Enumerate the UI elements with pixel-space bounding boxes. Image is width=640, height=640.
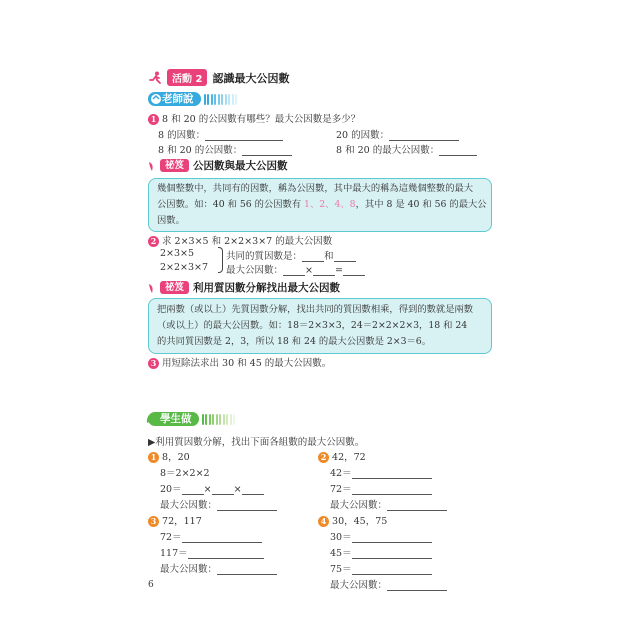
page-number: 6	[148, 580, 154, 590]
student-instruction: ▶利用質因數分解，找出下面各組數的最大公因數。	[148, 437, 365, 448]
method-line1: 把兩數（或以上）先質因數分解，找出共同的質因數相乘，得到的數就是兩數	[157, 304, 474, 315]
p4-line1: 30＝	[330, 529, 432, 543]
q1-label-common: 8 和 20 的公因數：	[158, 145, 243, 156]
definition-line1: 幾個整數中，共同有的因數，稱為公因數，其中最大的稱為這幾個整數的最大	[157, 183, 474, 194]
q1-question	[148, 111, 360, 125]
answer-blank[interactable]	[343, 265, 365, 276]
p2-title: 2 42，72	[318, 449, 366, 463]
p4-number: 4	[318, 516, 329, 527]
answer-blank[interactable]	[182, 484, 204, 495]
answer-blank[interactable]	[242, 484, 264, 495]
p1-line3: 最大公因數：	[160, 497, 277, 511]
q1-line2-left	[158, 142, 292, 156]
student-does-label: 學生做	[148, 412, 199, 426]
q2-gcd-line: 最大公因數： × =	[226, 262, 365, 276]
answer-blank[interactable]	[212, 484, 234, 495]
activity-title: 認識最大公因數	[212, 71, 290, 85]
q1-label-8-factors: 8 的因數：	[158, 130, 206, 141]
q3-number: 3	[148, 358, 159, 369]
answer-blank[interactable]	[283, 265, 305, 276]
q2-number: 2	[148, 236, 159, 247]
p1-line1: 8＝2×2×2	[160, 468, 210, 479]
answer-blank[interactable]	[352, 468, 432, 479]
p4-line2: 45＝	[330, 545, 432, 559]
leaf-icon	[145, 411, 157, 425]
p3-line1: 72＝	[160, 529, 262, 543]
tip2-badge: 祕笈	[160, 281, 189, 294]
answer-blank[interactable]	[217, 564, 277, 575]
q3-question	[148, 355, 331, 369]
definition-line2: 公因數。如：40 和 56 的公因數有 1、2、4、8，其中 8 是 40 和 56 的最大公	[157, 199, 487, 210]
answer-blank[interactable]	[217, 500, 277, 511]
answer-blank[interactable]	[352, 532, 432, 543]
tip2-title: 利用質因數分解找出最大公因數	[193, 282, 341, 294]
green-stripes	[202, 414, 236, 425]
answer-blank[interactable]	[352, 548, 432, 559]
student-does-band	[148, 412, 235, 426]
answer-blank[interactable]	[182, 532, 262, 543]
answer-blank[interactable]	[352, 484, 432, 495]
answer-blank[interactable]	[389, 130, 459, 141]
p4-line3: 75＝	[330, 561, 432, 575]
activity-badge: 活動 2	[167, 69, 207, 86]
q1-label-gcd: 8 和 20 的最大公因數：	[336, 145, 440, 156]
tip1-header	[148, 158, 288, 173]
p2-number: 2	[318, 452, 329, 463]
q1-line1-left	[158, 127, 283, 141]
p1-line2: 20＝ × ×	[160, 481, 264, 495]
p4-title: 4 30，45，75	[318, 513, 387, 527]
answer-blank[interactable]	[387, 580, 447, 591]
blue-stripes	[204, 94, 238, 105]
runner-icon	[148, 71, 162, 85]
q1-line2-right	[336, 142, 477, 156]
p2-line2: 72＝	[330, 481, 432, 495]
answer-blank[interactable]	[387, 500, 447, 511]
activity-header	[148, 69, 289, 86]
q2-expr-a: 2×3×5	[160, 248, 195, 259]
method-box	[148, 298, 492, 354]
q1-label-20-factors: 20 的因數：	[336, 130, 390, 141]
q2-common-line: 共同的質因數是： 和	[226, 248, 356, 262]
answer-blank[interactable]	[302, 251, 324, 262]
answer-blank[interactable]	[313, 265, 335, 276]
tip2-header	[148, 280, 340, 295]
teacher-icon	[150, 93, 162, 105]
method-line2: （或以上）的最大公因數。如：18＝2×3×3，24＝2×2×2×3，18 和 24	[157, 320, 468, 331]
answer-blank[interactable]	[188, 548, 264, 559]
q2-question	[148, 233, 332, 247]
q2-expr-b: 2×2×3×7	[160, 262, 209, 273]
answer-blank[interactable]	[242, 145, 292, 156]
answer-blank[interactable]	[352, 564, 432, 575]
method-line3: 的共同質因數是 2，3，所以 18 和 24 的最大公因數是 2×3＝6。	[157, 336, 431, 347]
p2-line3: 最大公因數：	[330, 497, 447, 511]
bird-icon	[148, 160, 156, 172]
q2-question-text: 求 2×3×5 和 2×2×3×7 的最大公因數	[162, 236, 333, 247]
p3-line3: 最大公因數：	[160, 561, 277, 575]
teacher-says-label: 老師說	[148, 92, 201, 106]
p1-number: 1	[148, 452, 159, 463]
tip1-badge: 祕笈	[160, 159, 189, 172]
q3-question-text: 用短除法求出 30 和 45 的最大公因數。	[162, 358, 332, 369]
q1-number: 1	[148, 114, 159, 125]
tip1-title: 公因數與最大公因數	[193, 160, 288, 172]
p3-line2: 117＝	[160, 545, 264, 559]
p4-line4: 最大公因數：	[330, 577, 447, 591]
p2-line1: 42＝	[330, 465, 432, 479]
bird-icon	[148, 282, 156, 294]
answer-blank[interactable]	[334, 251, 356, 262]
answer-blank[interactable]	[439, 145, 477, 156]
p1-title: 1 8，20	[148, 449, 190, 463]
definition-box	[148, 178, 492, 232]
p3-number: 3	[148, 516, 159, 527]
q1-line1-right	[336, 127, 459, 141]
definition-line3: 因數。	[157, 215, 185, 226]
common-factors-highlight: 1、2、4、8	[304, 199, 356, 210]
answer-blank[interactable]	[205, 130, 283, 141]
brace	[218, 247, 223, 273]
p3-title: 3 72，117	[148, 513, 202, 527]
q1-question-text: 8 和 20 的公因數有哪些？最大公因數是多少？	[162, 114, 361, 125]
